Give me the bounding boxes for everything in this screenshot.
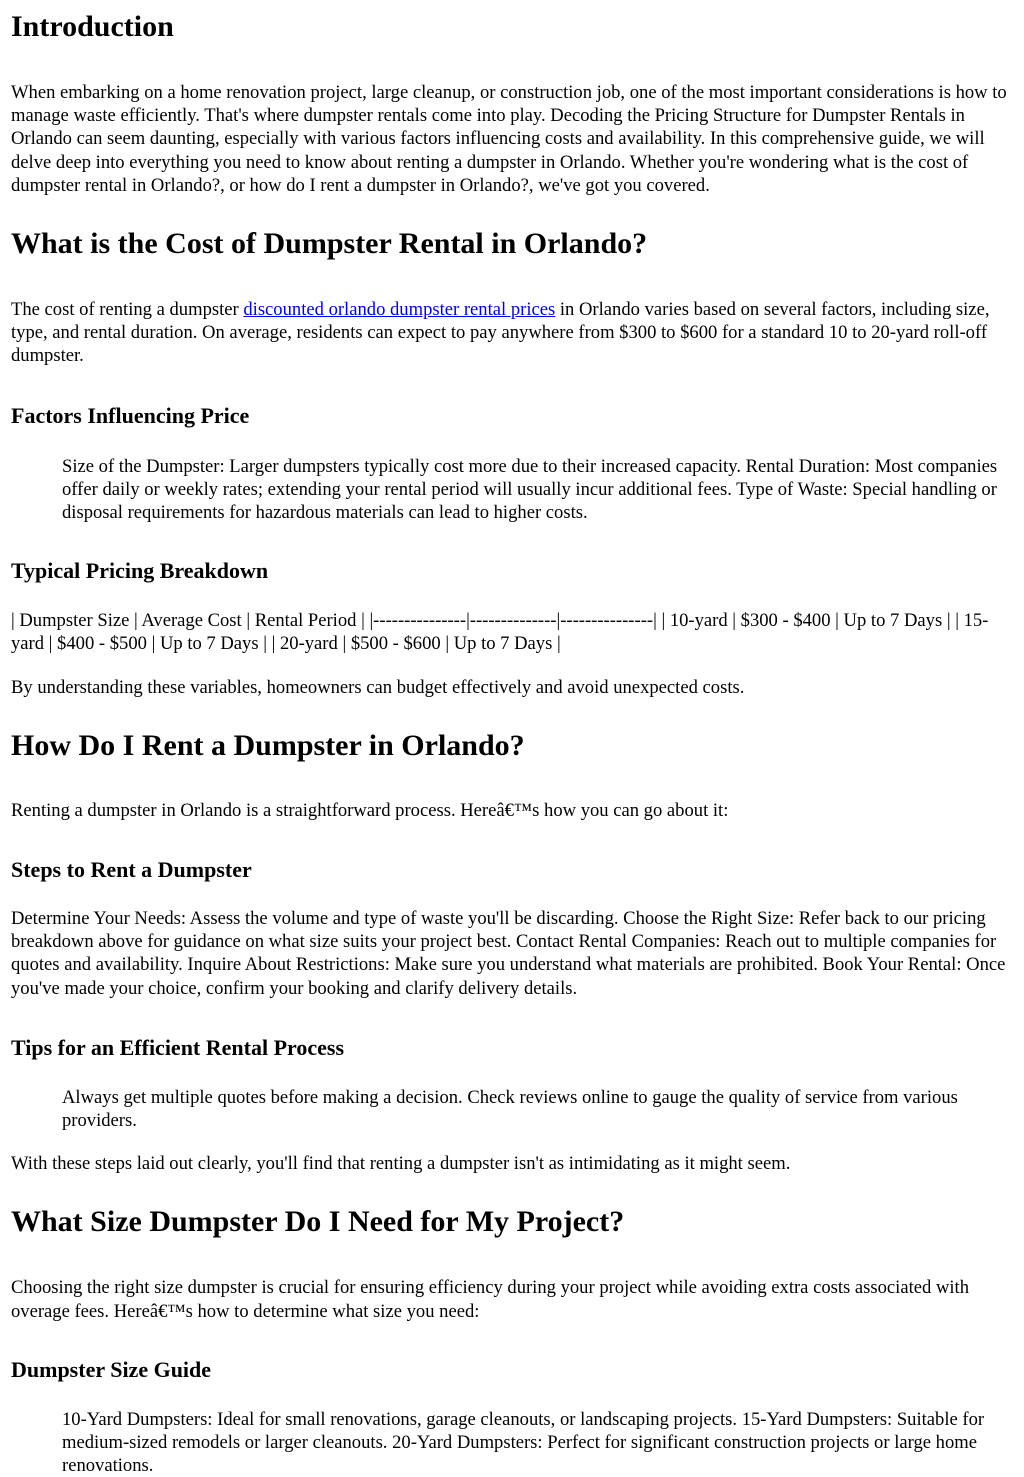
pricing-heading: Typical Pricing Breakdown	[11, 558, 269, 584]
discounted-prices-link[interactable]: discounted orlando dumpster rental prices	[243, 299, 556, 321]
cost-paragraph-start: The cost of renting a dumpster	[11, 299, 244, 321]
intro-paragraph: When embarking on a home renovation project, large cleanup, or construction job, one of the most important considerations is how to manage waste efficiently. That's where dumpster rentals come into play. Decoding the Pricing Structure for Dumpster Rentals in Orlando can seem daunting, especially with various factors influencing costs and availability. In this comprehensive guide, we will delve deep into everything you need to know about renting a dumpster in Orlando. Whether you're wondering what is the cost of dumpster rental in Orlando?, or how do I rent a dumpster in Orlando?, we've got you covered.	[11, 82, 1007, 196]
steps-heading: Steps to Rent a Dumpster	[11, 857, 252, 883]
guide-heading: Dumpster Size Guide	[11, 1356, 212, 1382]
cost-paragraph-end: in Orlando varies based on several factors, including size, type, and rental duration. On average, residents can expect to pay anywhere from $300 to $600 for a standard 10 to 20-yard roll-off dumpster.	[11, 299, 990, 367]
rent-heading: How Do I Rent a Dumpster in Orlando?	[11, 728, 525, 762]
size-paragraph: Choosing the right size dumpster is crucial for ensuring efficiency during your project while avoiding extra costs associated with overage fees. Hereâ€™s how to determine what size you need:	[11, 1277, 970, 1322]
tips-heading: Tips for an Efficient Rental Process	[11, 1034, 345, 1060]
cost-paragraph	[11, 298, 1014, 368]
pricing-text: | Dumpster Size | Average Cost | Rental Period | |---------------|--------------|---------------| | 10-yard | $300 - $400 | Up to 7 Days | | 15-yard | $400 - $500 | Up to 7 Days | | 20-yard | $500 - $600 | Up to 7 Days |	[11, 610, 989, 655]
document-page	[0, 10, 1024, 1477]
rent-paragraph: Renting a dumpster in Orlando is a straightforward process. Hereâ€™s how you can go about it:	[11, 799, 729, 821]
tips-blockquote: Always get multiple quotes before making a decision. Check reviews online to gauge the quality of service from various providers.	[62, 1086, 958, 1132]
size-heading: What Size Dumpster Do I Need for My Project?	[11, 1205, 625, 1239]
rent-closing: With these steps laid out clearly, you'll find that renting a dumpster isn't as intimidating as it might seem.	[11, 1153, 791, 1175]
guide-blockquote: 10-Yard Dumpsters: Ideal for small renovations, garage cleanouts, or landscaping projects. 15-Yard Dumpsters: Suitable for medium-sized remodels or larger cleanouts. 20-Yard Dumpsters: Perfect for significant construction projects or large home renovations.	[62, 1408, 985, 1477]
intro-heading: Introduction	[11, 10, 174, 43]
steps-text: Determine Your Needs: Assess the volume and type of waste you'll be discarding. Choose the Right Size: Refer back to our pricing breakdown above for guidance on what size suits your project best. Contact Rental Companies: Reach out to multiple companies for quotes and availability. Inquire About Restrictions: Make sure you understand what materials are prohibited. Book Your Rental: Once you've made your choice, confirm your booking and clarify delivery details.	[11, 908, 1006, 999]
factors-blockquote: Size of the Dumpster: Larger dumpsters typically cost more due to their increased capacity. Rental Duration: Most companies offer daily or weekly rates; extending your rental period will usually incur additional fees. Type of Waste: Special handling or disposal requirements for hazardous materials can lead to higher costs.	[62, 455, 998, 524]
cost-heading: What is the Cost of Dumpster Rental in Orlando?	[11, 227, 648, 261]
cost-closing: By understanding these variables, homeowners can budget effectively and avoid unexpected costs.	[11, 676, 745, 698]
factors-heading: Factors Influencing Price	[11, 402, 250, 428]
